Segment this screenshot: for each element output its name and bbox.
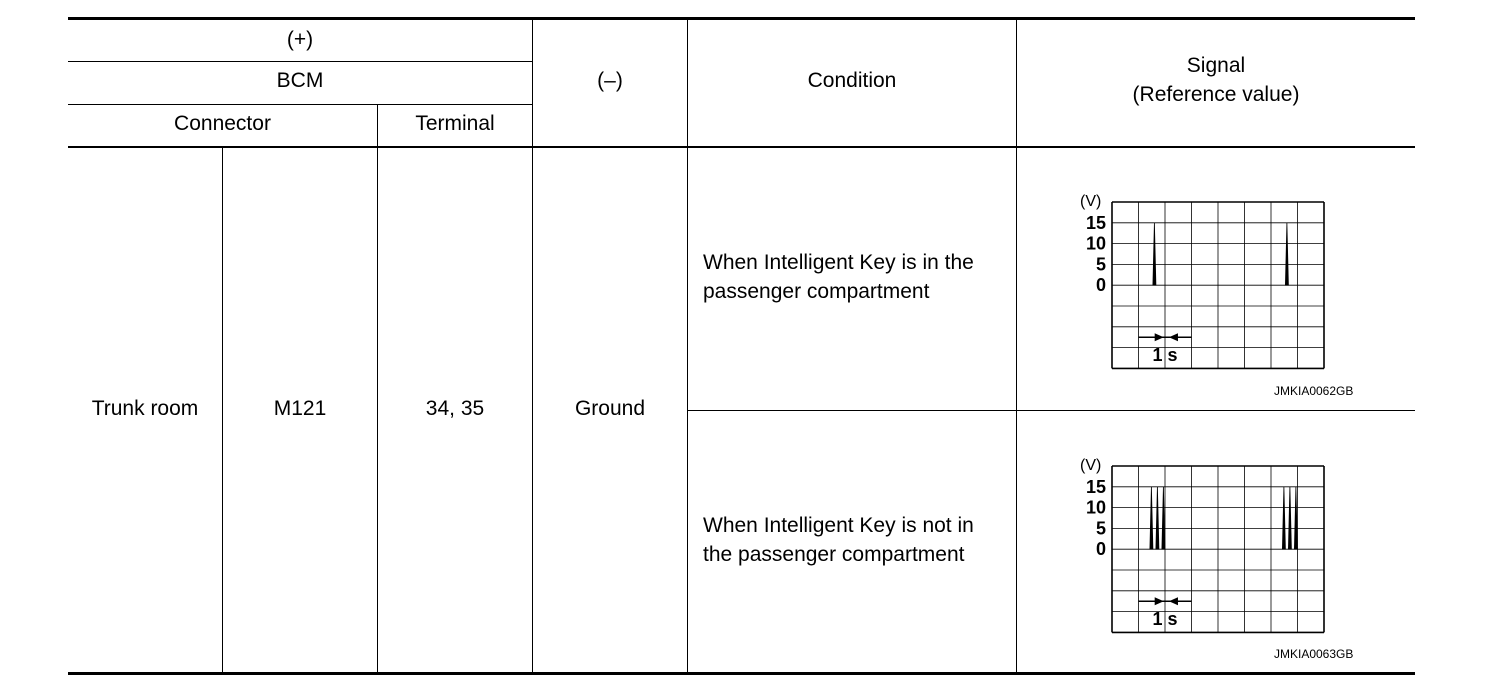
signal-pulse xyxy=(1294,487,1297,549)
y-tick-label: 10 xyxy=(1085,233,1106,254)
header-minus: (–) xyxy=(597,69,623,92)
condition-2-line2: the passenger compartment xyxy=(703,543,965,566)
signal-pulse xyxy=(1282,487,1285,549)
signal-pulse xyxy=(1162,487,1165,549)
header-bottom-border xyxy=(68,146,1415,148)
waveform-chart-1 xyxy=(1070,188,1340,378)
header-divider-2 xyxy=(68,104,533,105)
y-tick-label: 5 xyxy=(1095,254,1106,275)
signal-chart-1 xyxy=(1070,188,1340,383)
col-divider-terminal xyxy=(377,104,378,672)
condition-1-line1: When Intelligent Key is in the xyxy=(703,251,974,274)
y-tick-label: 0 xyxy=(1095,539,1106,560)
y-axis-unit: (V) xyxy=(1080,193,1102,210)
signal-pulse xyxy=(1156,487,1159,549)
signal-pulse xyxy=(1288,487,1291,549)
table-top-border xyxy=(68,17,1415,20)
y-axis-unit: (V) xyxy=(1080,457,1102,474)
condition-1-line2: passenger compartment xyxy=(703,280,930,303)
table-bottom-border xyxy=(68,672,1415,675)
header-signal: Signal xyxy=(1186,54,1246,77)
chart-code-1: JMKIA0062GB xyxy=(1274,384,1354,398)
y-tick-label: 15 xyxy=(1085,476,1106,497)
waveform-chart-2 xyxy=(1070,452,1340,642)
header-terminal: Terminal xyxy=(415,112,495,135)
cell-terminal: 34, 35 xyxy=(425,397,485,420)
header-condition: Condition xyxy=(807,69,897,92)
y-tick-label: 0 xyxy=(1095,275,1106,296)
time-scale-label: 1 s xyxy=(1152,609,1178,630)
header-signal-ref: (Reference value) xyxy=(1132,83,1300,106)
signal-pulse xyxy=(1285,223,1288,285)
chart-grid xyxy=(1112,202,1324,368)
y-tick-label: 5 xyxy=(1095,518,1106,539)
time-scale-label: 1 s xyxy=(1152,345,1178,366)
y-tick-label: 10 xyxy=(1085,497,1106,518)
header-divider-1 xyxy=(68,61,533,62)
cell-connector-no: M121 xyxy=(273,397,327,420)
col-divider-minus xyxy=(532,18,533,672)
cell-minus: Ground xyxy=(574,397,646,420)
signal-pulse xyxy=(1150,487,1153,549)
chart-grid xyxy=(1112,466,1324,632)
chart-code-2: JMKIA0063GB xyxy=(1274,647,1354,661)
header-connector: Connector xyxy=(174,112,271,135)
y-tick-label: 15 xyxy=(1085,212,1106,233)
col-divider-signal xyxy=(1016,18,1017,672)
header-bcm: BCM xyxy=(276,69,324,92)
signal-pulse xyxy=(1153,223,1156,285)
col-divider-condition xyxy=(687,18,688,672)
signal-chart-2 xyxy=(1070,452,1340,647)
condition-2-line1: When Intelligent Key is not in xyxy=(703,514,974,537)
header-plus: (+) xyxy=(286,28,314,51)
cell-connector-name: Trunk room xyxy=(91,397,199,420)
row-divider xyxy=(688,410,1415,411)
